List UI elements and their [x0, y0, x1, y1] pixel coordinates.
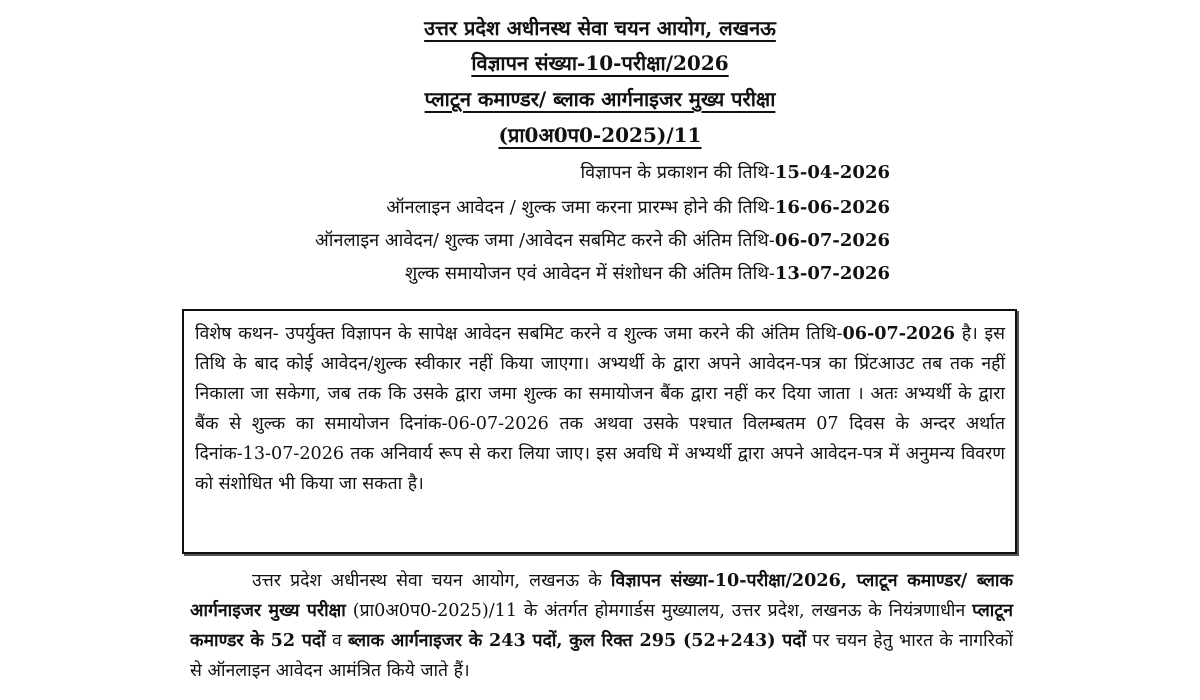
- date-value: 15-04-2026: [774, 162, 890, 183]
- intro-platoon-commander-posts: प्लाटून कमाण्डर के 52 पदों: [190, 600, 1013, 651]
- notice-last-date: 06-07-2026: [842, 323, 956, 344]
- intro-block-organiser-posts: ब्लाक आर्गनाइजर के 243 पदों, कुल रिक्त 295 (52+243) पदों: [348, 630, 807, 651]
- date-row-publication: [580, 160, 890, 186]
- date-row-fee-reconciliation-last: [405, 261, 890, 287]
- intro-advt-bold: विज्ञापन संख्या-10-परीक्षा/2026, प्लाटून कमाण्डर/ ब्लाक आर्गनाइजर मुख्य परीक्षा: [190, 570, 1013, 621]
- date-label: शुल्क समायोजन एवं आवेदन में संशोधन की अंतिम तिथि-: [404, 263, 775, 284]
- date-row-application-start: [386, 195, 890, 221]
- notice-text-part1: विशेष कथन- उपर्युक्त विज्ञापन के सापेक्ष आवेदन सबमिट करने व शुल्क जमा करने की अंतिम तिथि-: [195, 324, 843, 344]
- intro-text-part1: उत्तर प्रदेश अधीनस्थ सेवा चयन आयोग, लखनऊ के: [252, 571, 611, 591]
- intro-text-part2: (प्रा0अ0प0-2025)/11 के अंतर्गत होमगार्डस मुख्यालय, उत्तर प्रदेश, लखनऊ के नियंत्रणाधीन: [345, 601, 973, 621]
- date-label: ऑनलाइन आवेदन/ शुल्क जमा /आवेदन सबमिट करने की अंतिम तिथि-: [315, 230, 775, 251]
- special-notice-box: [182, 309, 1017, 554]
- exam-code: (प्रा0अ0प0-2025)/11: [498, 123, 702, 147]
- notice-text-part2: है। इस तिथि के बाद कोई आवेदन/शुल्क स्वीकार नहीं किया जाएगा। अभ्यर्थी के द्वारा अपने आवेदन-पत्र का प्रिंटआउट तब तक नहीं निकाला जा सकेगा, जब तक कि उसके द्वारा जमा शुल्क का समायोजन बैंक द्वारा नहीं कर दिया जाता । अतः अभ्यर्थी के द्वारा बैंक से शुल्क का समायोजन दिनांक-06-07-2026 तक अथवा उसके पश्चात विलम्बतम 07 दिवस के अन्दर अर्थात दिनांक-13-07-2026 तक अनिवार्य रूप से करा लिया जाए। इस अवधि में अभ्यर्थी द्वारा अपने आवेदन-पत्र में अनुमन्य विवरण को संशोधित भी किया जा सकता है।: [195, 324, 1005, 494]
- date-value: 06-07-2026: [774, 230, 890, 251]
- intro-paragraph: [190, 566, 1013, 686]
- exam-name: प्लाटून कमाण्डर/ ब्लाक आर्गनाइजर मुख्य परीक्षा: [424, 87, 776, 111]
- commission-title: उत्तर प्रदेश अधीनस्थ सेवा चयन आयोग, लखनऊ: [424, 16, 776, 40]
- intro-text-part4: पर चयन हेतु भारत के नागरिकों से ऑनलाइन आवेदन आमंत्रित किये जाते हैं।: [190, 631, 1014, 681]
- date-label: ऑनलाइन आवेदन / शुल्क जमा करना प्रारम्भ होने की तिथि-: [386, 197, 775, 218]
- intro-text-part3: व: [325, 631, 348, 651]
- date-row-application-last: [315, 228, 890, 254]
- date-value: 16-06-2026: [774, 197, 890, 218]
- date-label: विज्ञापन के प्रकाशन की तिथि-: [580, 162, 775, 183]
- date-value: 13-07-2026: [774, 263, 890, 284]
- advertisement-number: विज्ञापन संख्या-10-परीक्षा/2026: [471, 51, 729, 75]
